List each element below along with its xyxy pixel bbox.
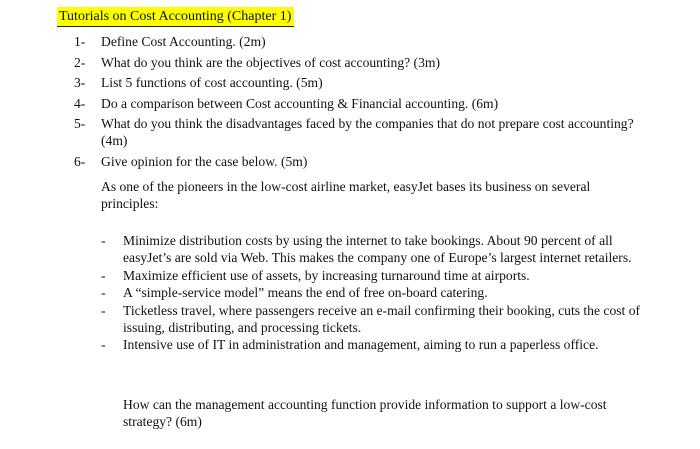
question-list xyxy=(74,33,644,173)
question-item xyxy=(74,54,644,71)
bullet-dash: - xyxy=(101,337,106,352)
question-item xyxy=(74,95,644,112)
question-item xyxy=(74,115,644,149)
question-number: 4- xyxy=(74,95,86,111)
principle-item xyxy=(101,232,641,266)
question-text: Define Cost Accounting. (2m) xyxy=(101,34,266,49)
principle-text: Ticketless travel, where passengers receive an e-mail confirming their booking, cuts the cost of issuing, distributing, and processing tickets. xyxy=(123,302,641,335)
closing-question: How can the management accounting function provide information to support a low-cost strategy? (6m) xyxy=(123,397,607,429)
question-text: Do a comparison between Cost accounting & Financial accounting. (6m) xyxy=(101,95,499,111)
principle-item xyxy=(101,302,641,336)
principle-text: A “simple-service model” means the end of free on-board catering. xyxy=(123,285,488,300)
question-number: 2- xyxy=(74,54,86,70)
case-intro: As one of the pioneers in the low-cost airline market, easyJet bases its business on several principles: xyxy=(101,179,591,211)
document-title: Tutorials on Cost Accounting (Chapter 1) xyxy=(57,7,294,27)
bullet-dash: - xyxy=(101,285,106,300)
principle-text: Minimize distribution costs by using the internet to take bookings. About 90 percent of all easyJet’s are sold via Web. This makes the company one of Europe’s largest internet retailers. xyxy=(123,233,632,265)
question-number: 1- xyxy=(74,34,86,49)
question-text: What do you think are the objectives of cost accounting? (3m) xyxy=(101,54,440,70)
question-text: What do you think the disadvantages faced by the companies that do not prepare cost accounting? (4m) xyxy=(101,116,634,148)
principle-text: Maximize efficient use of assets, by increasing turnaround time at airports. xyxy=(123,267,530,283)
question-number: 3- xyxy=(74,75,86,90)
bullet-dash: - xyxy=(101,267,106,283)
question-item xyxy=(74,153,644,170)
question-item xyxy=(74,33,644,50)
principle-item xyxy=(101,284,641,301)
question-text: List 5 functions of cost accounting. (5m) xyxy=(101,75,323,90)
bullet-dash: - xyxy=(101,233,106,248)
principles-list xyxy=(101,232,641,354)
principle-item xyxy=(101,336,641,353)
question-item xyxy=(74,74,644,91)
question-text: Give opinion for the case below. (5m) xyxy=(101,153,308,169)
principle-item xyxy=(101,267,641,284)
principle-text: Intensive use of IT in administration and management, aiming to run a paperless office. xyxy=(123,337,599,352)
bullet-dash: - xyxy=(101,302,106,318)
question-number: 6- xyxy=(74,153,86,169)
question-number: 5- xyxy=(74,116,86,131)
